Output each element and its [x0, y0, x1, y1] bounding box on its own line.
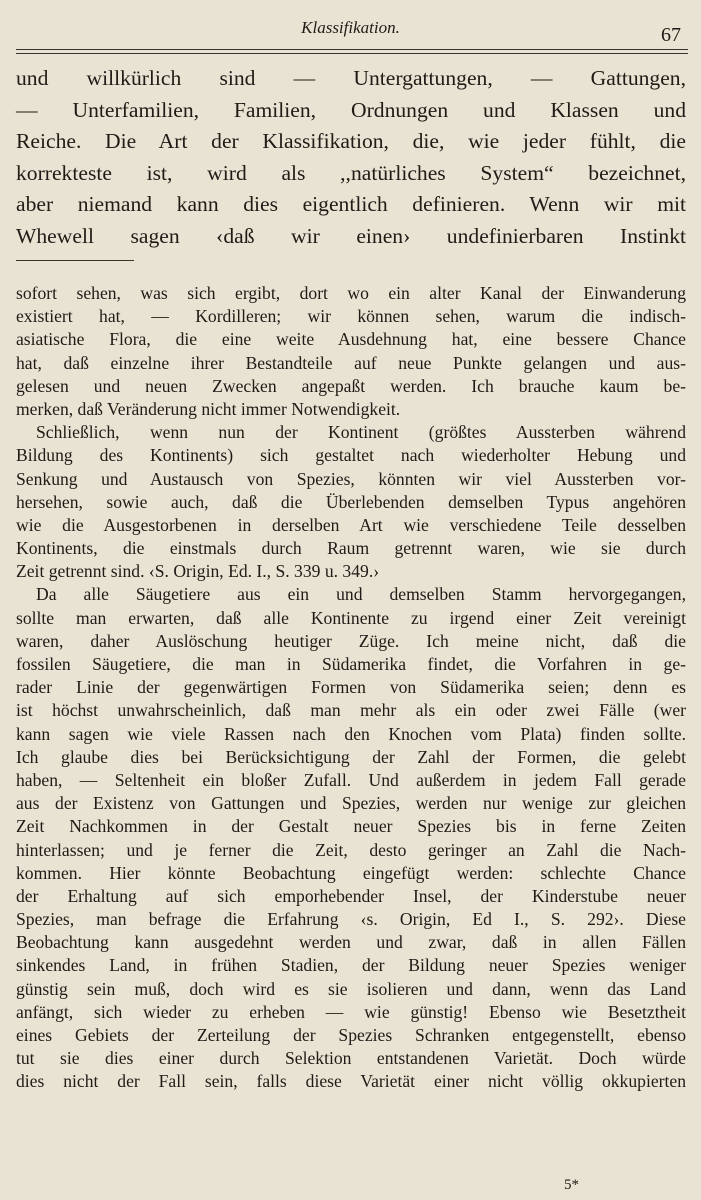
- notes-line: der Erhaltung auf sich emporhebender Insel, der Kinderstube neuer: [16, 885, 686, 906]
- notes-line: hat, daß einzelne ihrer Bestandteile auf neue Punkte gelangen und aus-: [16, 352, 686, 373]
- main-text-line: Whewell sagen ‹daß wir einen› undefinierbaren Instinkt: [16, 223, 686, 248]
- notes-line: Kontinents, die einstmals durch Raum getrennt waren, wie sie durch: [16, 538, 686, 559]
- notes-line: Schließlich, wenn nun der Kontinent (größtes Aussterben während: [36, 422, 686, 443]
- notes-line: gelesen und neuen Zwecken angepaßt werden. Ich brauche kaum be-: [16, 375, 686, 396]
- notes-line: waren, daher Auslöschung heutiger Züge. Ich meine nicht, daß die: [16, 630, 686, 651]
- notes-line: sofort sehen, was sich ergibt, dort wo ein alter Kanal der Einwanderung: [16, 283, 686, 303]
- notes-line: hersehen, sowie auch, daß die Überlebenden demselben Typus angehören: [16, 491, 686, 512]
- notes-text: [16, 282, 686, 1094]
- main-text: [16, 63, 686, 252]
- notes-line: wie die Ausgestorbenen in derselben Art wie verschiedene Teile desselben: [16, 514, 686, 535]
- notes-line: günstig sein muß, doch wird es sie isolieren und dann, wenn das Land: [16, 978, 686, 999]
- notes-line: sinkendes Land, in frühen Stadien, der Bildung neuer Spezies weniger: [16, 955, 686, 976]
- footnote-separator: [16, 260, 134, 261]
- main-text-line: und willkürlich sind — Untergattungen, — Gattungen,: [16, 66, 686, 90]
- notes-line: merken, daß Veränderung nicht immer Notwendigkeit.: [16, 398, 401, 419]
- notes-line: tut sie dies einer durch Selektion entstandenen Varietät. Doch würde: [16, 1048, 686, 1069]
- notes-line: anfängt, sich wieder zu erheben — wie günstig! Ebenso wie Besetztheit: [16, 1001, 686, 1022]
- signature-mark: 5*: [564, 1177, 579, 1193]
- notes-line: Zeit getrennt sind. ‹S. Origin, Ed. I., S. 339 u. 349.›: [16, 561, 380, 582]
- notes-line: hinterlassen; und je ferner die Zeit, desto geringer an Zahl die Nach-: [16, 839, 686, 860]
- notes-line: asiatische Flora, die eine weite Ausdehnung hat, eine bessere Chance: [16, 329, 686, 350]
- notes-line: Ich glaube dies bei Berücksichtigung der Zahl der Formen, die gelebt: [16, 746, 686, 767]
- notes-line: dies nicht der Fall sein, falls diese Varietät einer nicht völlig okkupierten: [16, 1071, 686, 1092]
- notes-line: fossilen Säugetiere, die man in Südamerika findet, die Vorfahren in ge-: [16, 654, 686, 674]
- notes-line: kann sagen wie viele Rassen nach den Knochen vom Plata) finden sollte.: [16, 723, 686, 744]
- notes-line: Beobachtung kann ausgedehnt werden und zwar, daß in allen Fällen: [16, 932, 686, 953]
- main-text-line: Reiche. Die Art der Klassifikation, die, wie jeder fühlt, die: [16, 129, 686, 153]
- notes-line: ist höchst unwahrscheinlich, daß man mehr als ein oder zwei Fälle (wer: [16, 700, 686, 721]
- main-text-line: aber niemand kann dies eigentlich definieren. Wenn wir mit: [16, 192, 686, 216]
- notes-line: existiert hat, — Kordilleren; wir können sehen, warum die indisch-: [16, 306, 686, 327]
- notes-line: Bildung des Kontinents) sich gestaltet nach wiederholter Hebung und: [16, 445, 686, 466]
- notes-line: Senkung und Austausch von Spezies, könnten wir viel Aussterben vor-: [16, 468, 686, 489]
- notes-line: Zeit Nachkommen in der Gestalt neuer Spezies bis in ferne Zeiten: [16, 816, 686, 837]
- notes-line: Spezies, man befrage die Erfahrung ‹s. Origin, Ed I., S. 292›. Diese: [16, 909, 686, 930]
- page-number: 67: [661, 24, 681, 46]
- header-rule: [16, 49, 688, 50]
- header-rule-second: [16, 53, 688, 54]
- notes-line: haben, — Seltenheit ein bloßer Zufall. Und außerdem in jedem Fall gerade: [16, 769, 686, 790]
- notes-line: eines Gebiets der Zerteilung der Spezies Schranken entgegenstellt, ebenso: [16, 1025, 686, 1045]
- notes-line: sollte man erwarten, daß alle Kontinente zu irgend einer Zeit vereinigt: [16, 607, 686, 628]
- notes-line: rader Linie der gegenwärtigen Formen von Südamerika seien; denn es: [16, 677, 686, 698]
- running-title: Klassifikation.: [301, 18, 400, 37]
- main-text-line: — Unterfamilien, Familien, Ordnungen und Klassen und: [16, 97, 686, 122]
- notes-line: kommen. Hier könnte Beobachtung eingefügt werden: schlechte Chance: [16, 862, 686, 883]
- main-text-line: korrekteste ist, wird als ,,natürliches System“ bezeichnet,: [16, 160, 686, 185]
- notes-line: Da alle Säugetiere aus ein und demselben Stamm hervorgegangen,: [36, 584, 686, 605]
- notes-line: aus der Existenz von Gattungen und Spezies, werden nur wenige zur gleichen: [16, 793, 686, 814]
